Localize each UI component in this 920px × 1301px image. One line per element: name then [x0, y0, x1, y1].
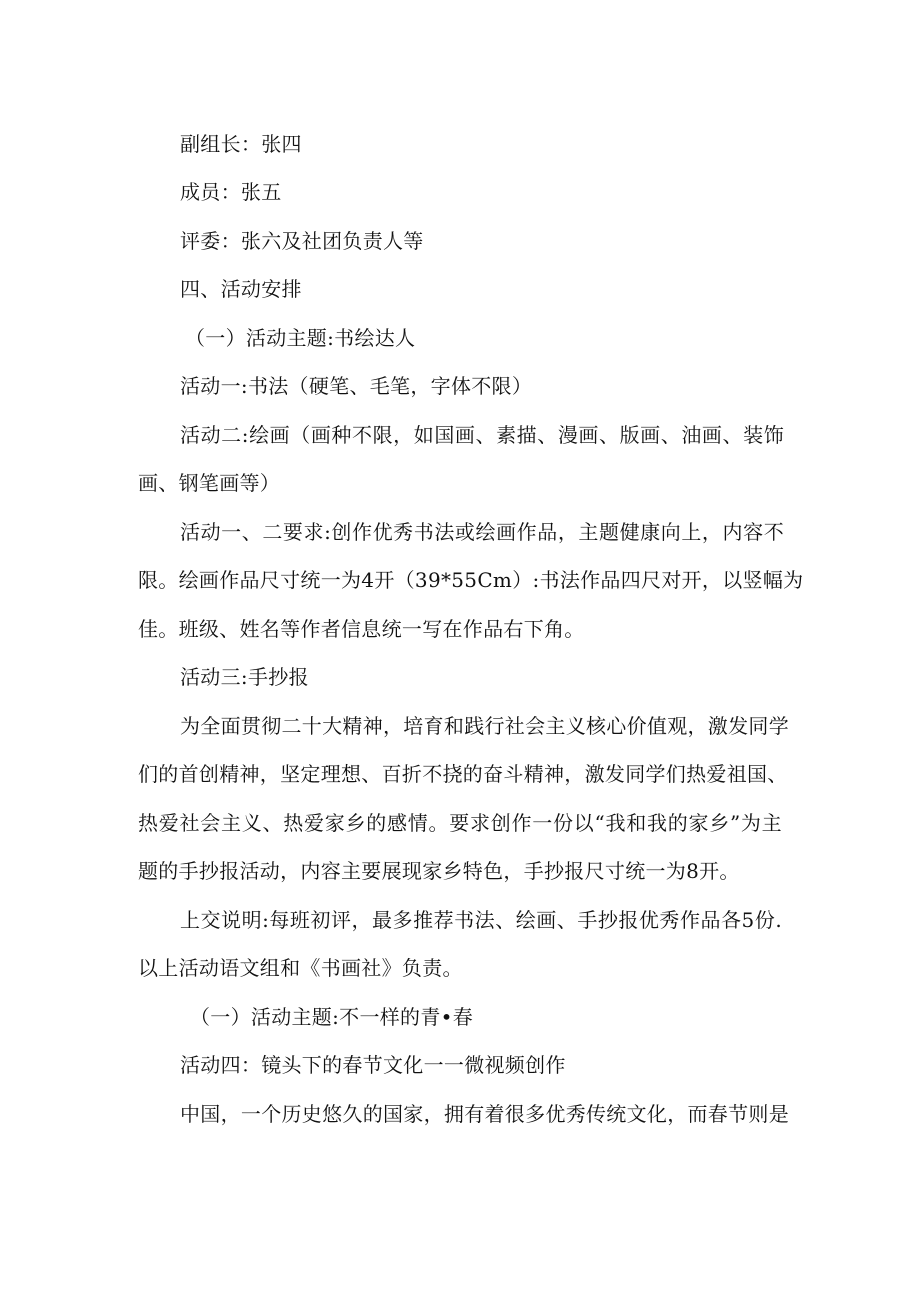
text-line-spring-festival-intro: 中国，一个历史悠久的国家，拥有着很多优秀传统文化，而春节则是: [180, 1102, 789, 1126]
text-line-judges: 评委：张六及社团负责人等: [180, 229, 424, 253]
subsection-heading-calligraphy-painting: （一）活动主题:书绘达人: [185, 326, 416, 350]
subsection-heading-different-youth: （一）活动主题:不一样的青•春: [190, 1005, 474, 1029]
text-line-activity-three: 活动三:手抄报: [180, 665, 309, 689]
text-line-newspaper-3: 热爱社会主义、热爱家乡的感情。要求创作一份以“我和我的家乡”为主: [138, 811, 782, 835]
text-line-submission-notes: 上交说明:每班初评，最多推荐书法、绘画、手抄报优秀作品各5份.: [180, 908, 782, 932]
text-line-requirements-3: 佳。班级、姓名等作者信息统一写在作品右下角。: [138, 617, 585, 641]
text-line-activity-two: 活动二:绘画（画种不限，如国画、素描、漫画、版画、油画、装饰: [180, 423, 784, 447]
text-line-activity-two-continued: 画、钢笔画等）: [138, 471, 281, 495]
text-line-newspaper-4: 题的手抄报活动，内容主要展现家乡特色，手抄报尺寸统一为8开。: [138, 859, 740, 883]
text-line-members: 成员：张五: [180, 180, 282, 204]
text-line-requirements-2: 限。绘画作品尺寸统一为4开（39*55Cm）:书法作品四尺对开，以竖幅为: [138, 568, 804, 592]
text-line-activity-four: 活动四：镜头下的春节文化一一微视频创作: [180, 1053, 566, 1077]
text-line-requirements-1: 活动一、二要求:创作优秀书法或绘画作品，主题健康向上，内容不: [180, 520, 784, 544]
section-heading-activity-schedule: 四、活动安排: [180, 277, 302, 301]
text-line-vice-leader: 副组长：张四: [180, 132, 302, 156]
text-line-responsible-groups: 以上活动语文组和《书画社》负责。: [138, 956, 463, 980]
text-line-newspaper-2: 们的首创精神，坚定理想、百折不挠的奋斗精神，激发同学们热爱祖国、: [138, 762, 788, 786]
text-line-newspaper-1: 为全面贯彻二十大精神，培育和践行社会主义核心价值观，激发同学: [180, 714, 789, 738]
text-line-activity-one: 活动一:书法（硬笔、毛笔，字体不限）: [180, 374, 533, 398]
